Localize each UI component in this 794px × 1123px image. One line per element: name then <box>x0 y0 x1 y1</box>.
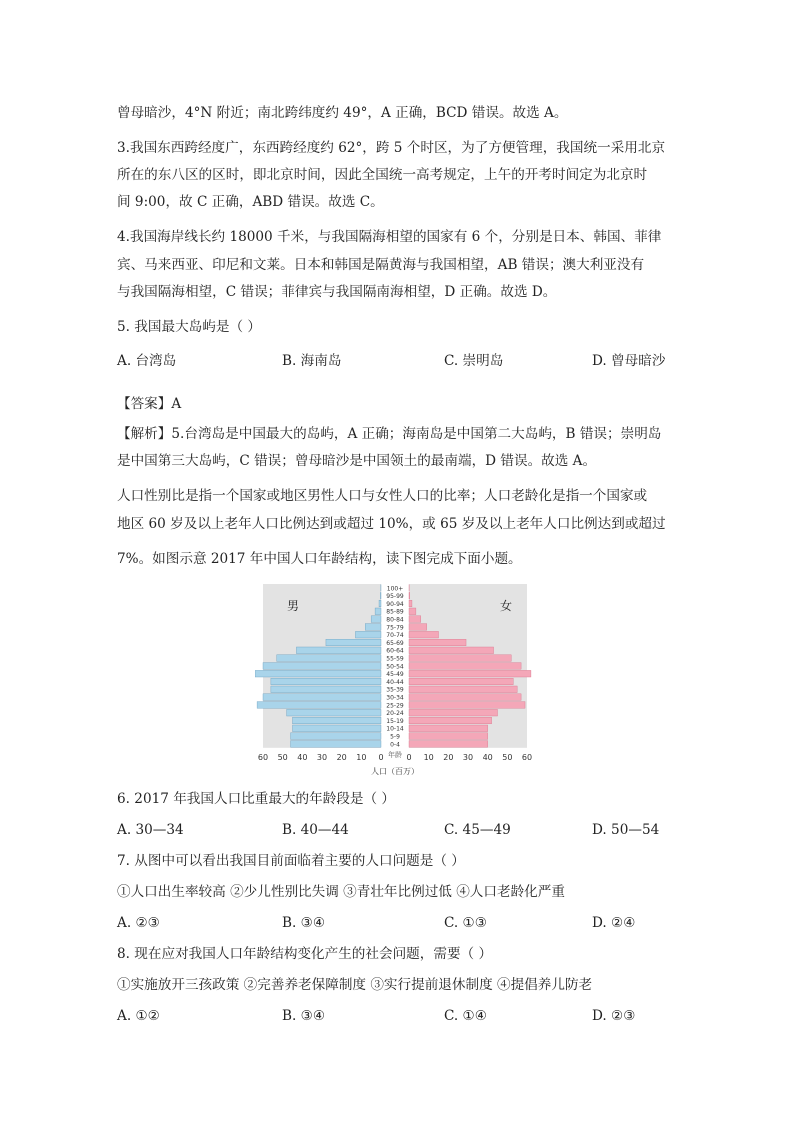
text-line-l9: 【答案】A <box>117 396 182 412</box>
age-label-40-44: 40-44 <box>386 678 404 686</box>
text-line-l13: 地区 60 岁及以上老年人口比例达到或超过 10%，或 65 岁及以上老年人口比例达到或超过 <box>117 516 666 532</box>
female-bar-90-94 <box>409 600 412 607</box>
text-line-l16: 7. 从图中可以看出我国目前面临着主要的人口问题是（ ） <box>117 853 465 869</box>
female-label: 女 <box>500 599 513 613</box>
option-q5b: B. 海南岛 <box>282 353 342 369</box>
text-line-l7: 与我国隔海相望，C 错误；菲律宾与我国隔南海相望，D 正确。故选 D。 <box>117 284 557 300</box>
female-bar-0-4 <box>409 741 488 748</box>
male-label: 男 <box>287 599 300 613</box>
female-bar-25-29 <box>409 702 525 709</box>
x-tick-3: 30 <box>316 752 328 762</box>
age-label-65-69: 65-69 <box>386 639 404 647</box>
option-q8b: B. ③④ <box>282 1008 326 1024</box>
option-q7c: C. ①③ <box>444 915 487 931</box>
x-tick-13: 60 <box>521 752 533 762</box>
age-label-25-29: 25-29 <box>386 702 404 710</box>
male-bar-50-54 <box>263 663 381 670</box>
female-bar-60-64 <box>409 647 494 654</box>
text-line-l15: 6. 2017 年我国人口比重最大的年龄段是（ ） <box>117 791 396 807</box>
age-label-10-14: 10-14 <box>386 725 404 733</box>
age-label-0-4: 0-4 <box>390 741 400 749</box>
population-pyramid-svg <box>255 580 535 778</box>
option-q7a: A. ②③ <box>117 915 160 931</box>
age-group-labels <box>386 585 404 748</box>
age-label-100+: 100+ <box>386 585 404 593</box>
option-q6b: B. 40—44 <box>282 822 349 838</box>
x-tick-2: 40 <box>297 752 308 762</box>
age-label-90-94: 90-94 <box>386 600 404 608</box>
text-line-l14: 7%。如图示意 2017 年中国人口年龄结构，读下图完成下面小题。 <box>117 551 522 567</box>
male-bar-70-74 <box>355 631 381 638</box>
male-bar-35-39 <box>271 686 381 693</box>
female-bar-5-9 <box>409 733 488 740</box>
female-bar-70-74 <box>409 631 439 638</box>
text-line-l2: 3.我国东西跨经度广，东西跨经度约 62°，跨 5 个时区，为了方便管理，我国统一采用北京 <box>117 140 666 156</box>
male-bar-60-64 <box>296 647 381 654</box>
x-tick-11: 40 <box>482 752 493 762</box>
male-bar-15-19 <box>293 717 382 724</box>
age-label-60-64: 60-64 <box>386 647 404 655</box>
male-bar-80-84 <box>371 616 381 623</box>
male-bar-0-4 <box>291 741 381 748</box>
x-tick-7: 0 <box>406 752 412 762</box>
option-q7d: D. ②④ <box>592 915 636 931</box>
male-bar-90-94 <box>379 600 381 607</box>
female-bar-10-14 <box>409 725 488 732</box>
male-bar-65-69 <box>326 639 381 646</box>
text-line-l11: 是中国第三大岛屿，C 错误；曾母暗沙是中国领土的最南端，D 错误。故选 A。 <box>117 453 597 469</box>
age-label-85-89: 85-89 <box>386 608 404 616</box>
male-bar-10-14 <box>293 725 382 732</box>
option-q6a: A. 30—34 <box>117 822 184 838</box>
option-q6c: C. 45—49 <box>444 822 511 838</box>
option-q5c: C. 崇明岛 <box>444 353 504 369</box>
x-tick-6: 0 <box>378 752 384 762</box>
age-label-80-84: 80-84 <box>386 616 404 624</box>
text-line-l3: 所在的东八区的区时，即北京时间，因此全国统一高考规定，上午的开考时间定为北京时 <box>117 167 648 183</box>
option-q7b: B. ③④ <box>282 915 326 931</box>
male-bar-45-49 <box>255 670 381 677</box>
option-q5a: A. 台湾岛 <box>117 353 177 369</box>
age-label-15-19: 15-19 <box>386 717 404 725</box>
male-bar-5-9 <box>291 733 381 740</box>
text-line-l1: 曾母暗沙，4°N 附近；南北跨纬度约 49°，A 正确，BCD 错误。故选 A。 <box>117 105 568 121</box>
age-label-20-24: 20-24 <box>386 710 404 718</box>
option-q8c: C. ①④ <box>444 1008 487 1024</box>
female-bar-65-69 <box>409 639 466 646</box>
female-bar-75-79 <box>409 624 427 631</box>
text-line-l19: ①实施放开三孩政策 ②完善养老保障制度 ③实行提前退休制度 ④提倡养儿防老 <box>117 977 593 993</box>
male-bar-40-44 <box>271 678 381 685</box>
x-tick-4: 20 <box>336 752 347 762</box>
x-tick-0: 60 <box>257 752 269 762</box>
x-tick-1: 50 <box>277 752 288 762</box>
age-label-70-74: 70-74 <box>386 632 404 640</box>
option-q5d: D. 曾母暗沙 <box>592 353 666 369</box>
female-bar-45-49 <box>409 670 531 677</box>
text-line-l4: 间 9:00，故 C 正确，ABD 错误。故选 C。 <box>117 194 384 210</box>
text-line-l10: 【解析】5.台湾岛是中国最大的岛屿，A 正确；海南岛是中国第二大岛屿，B 错误；崇明岛 <box>117 426 662 442</box>
male-bar-55-59 <box>277 655 381 662</box>
male-bar-20-24 <box>287 709 381 716</box>
age-label-55-59: 55-59 <box>386 655 404 663</box>
female-bar-55-59 <box>409 655 511 662</box>
age-label-75-79: 75-79 <box>386 624 404 632</box>
x-tick-9: 20 <box>443 752 454 762</box>
age-axis-label: 年龄 <box>388 751 402 759</box>
age-label-50-54: 50-54 <box>386 663 404 671</box>
female-bar-35-39 <box>409 686 517 693</box>
text-line-l6: 宾、马来西亚、印尼和文莱。日本和韩国是隔黄海与我国相望，AB 错误；澳大利亚没有 <box>117 257 645 273</box>
x-tick-10: 30 <box>462 752 474 762</box>
age-label-35-39: 35-39 <box>386 686 404 694</box>
male-bar-85-89 <box>375 608 381 615</box>
age-label-5-9: 5-9 <box>390 733 400 741</box>
x-axis-label: 人口（百万） <box>371 767 419 776</box>
text-line-l18: 8. 现在应对我国人口年龄结构变化产生的社会问题，需要（ ） <box>117 946 493 962</box>
text-line-l17: ①人口出生率较高 ②少儿性别比失调 ③青壮年比例过低 ④人口老龄化严重 <box>117 884 565 900</box>
age-label-45-49: 45-49 <box>386 671 404 679</box>
option-q8d: D. ②③ <box>592 1008 636 1024</box>
male-bar-25-29 <box>257 702 381 709</box>
age-label-95-99: 95-99 <box>386 593 404 601</box>
x-tick-5: 10 <box>356 752 367 762</box>
male-bar-95-99 <box>380 592 381 599</box>
female-bar-50-54 <box>409 663 521 670</box>
population-pyramid-chart <box>255 580 535 778</box>
female-bar-20-24 <box>409 709 498 716</box>
option-q6d: D. 50—54 <box>592 822 660 838</box>
male-bar-30-34 <box>263 694 381 701</box>
female-bar-15-19 <box>409 717 492 724</box>
option-q8a: A. ①② <box>117 1008 160 1024</box>
female-bar-30-34 <box>409 694 521 701</box>
female-bar-40-44 <box>409 678 513 685</box>
age-label-30-34: 30-34 <box>386 694 404 702</box>
female-bar-80-84 <box>409 616 421 623</box>
female-bar-95-99 <box>409 592 410 599</box>
text-line-l12: 人口性别比是指一个国家或地区男性人口与女性人口的比率；人口老龄化是指一个国家或 <box>117 488 648 504</box>
text-line-l8: 5. 我国最大岛屿是（ ） <box>117 319 261 335</box>
male-bar-75-79 <box>365 624 381 631</box>
female-bar-85-89 <box>409 608 416 615</box>
text-line-l5: 4.我国海岸线长约 18000 千米，与我国隔海相望的国家有 6 个，分别是日本、韩国、菲律 <box>117 229 662 245</box>
x-tick-8: 10 <box>423 752 434 762</box>
x-tick-12: 50 <box>502 752 513 762</box>
